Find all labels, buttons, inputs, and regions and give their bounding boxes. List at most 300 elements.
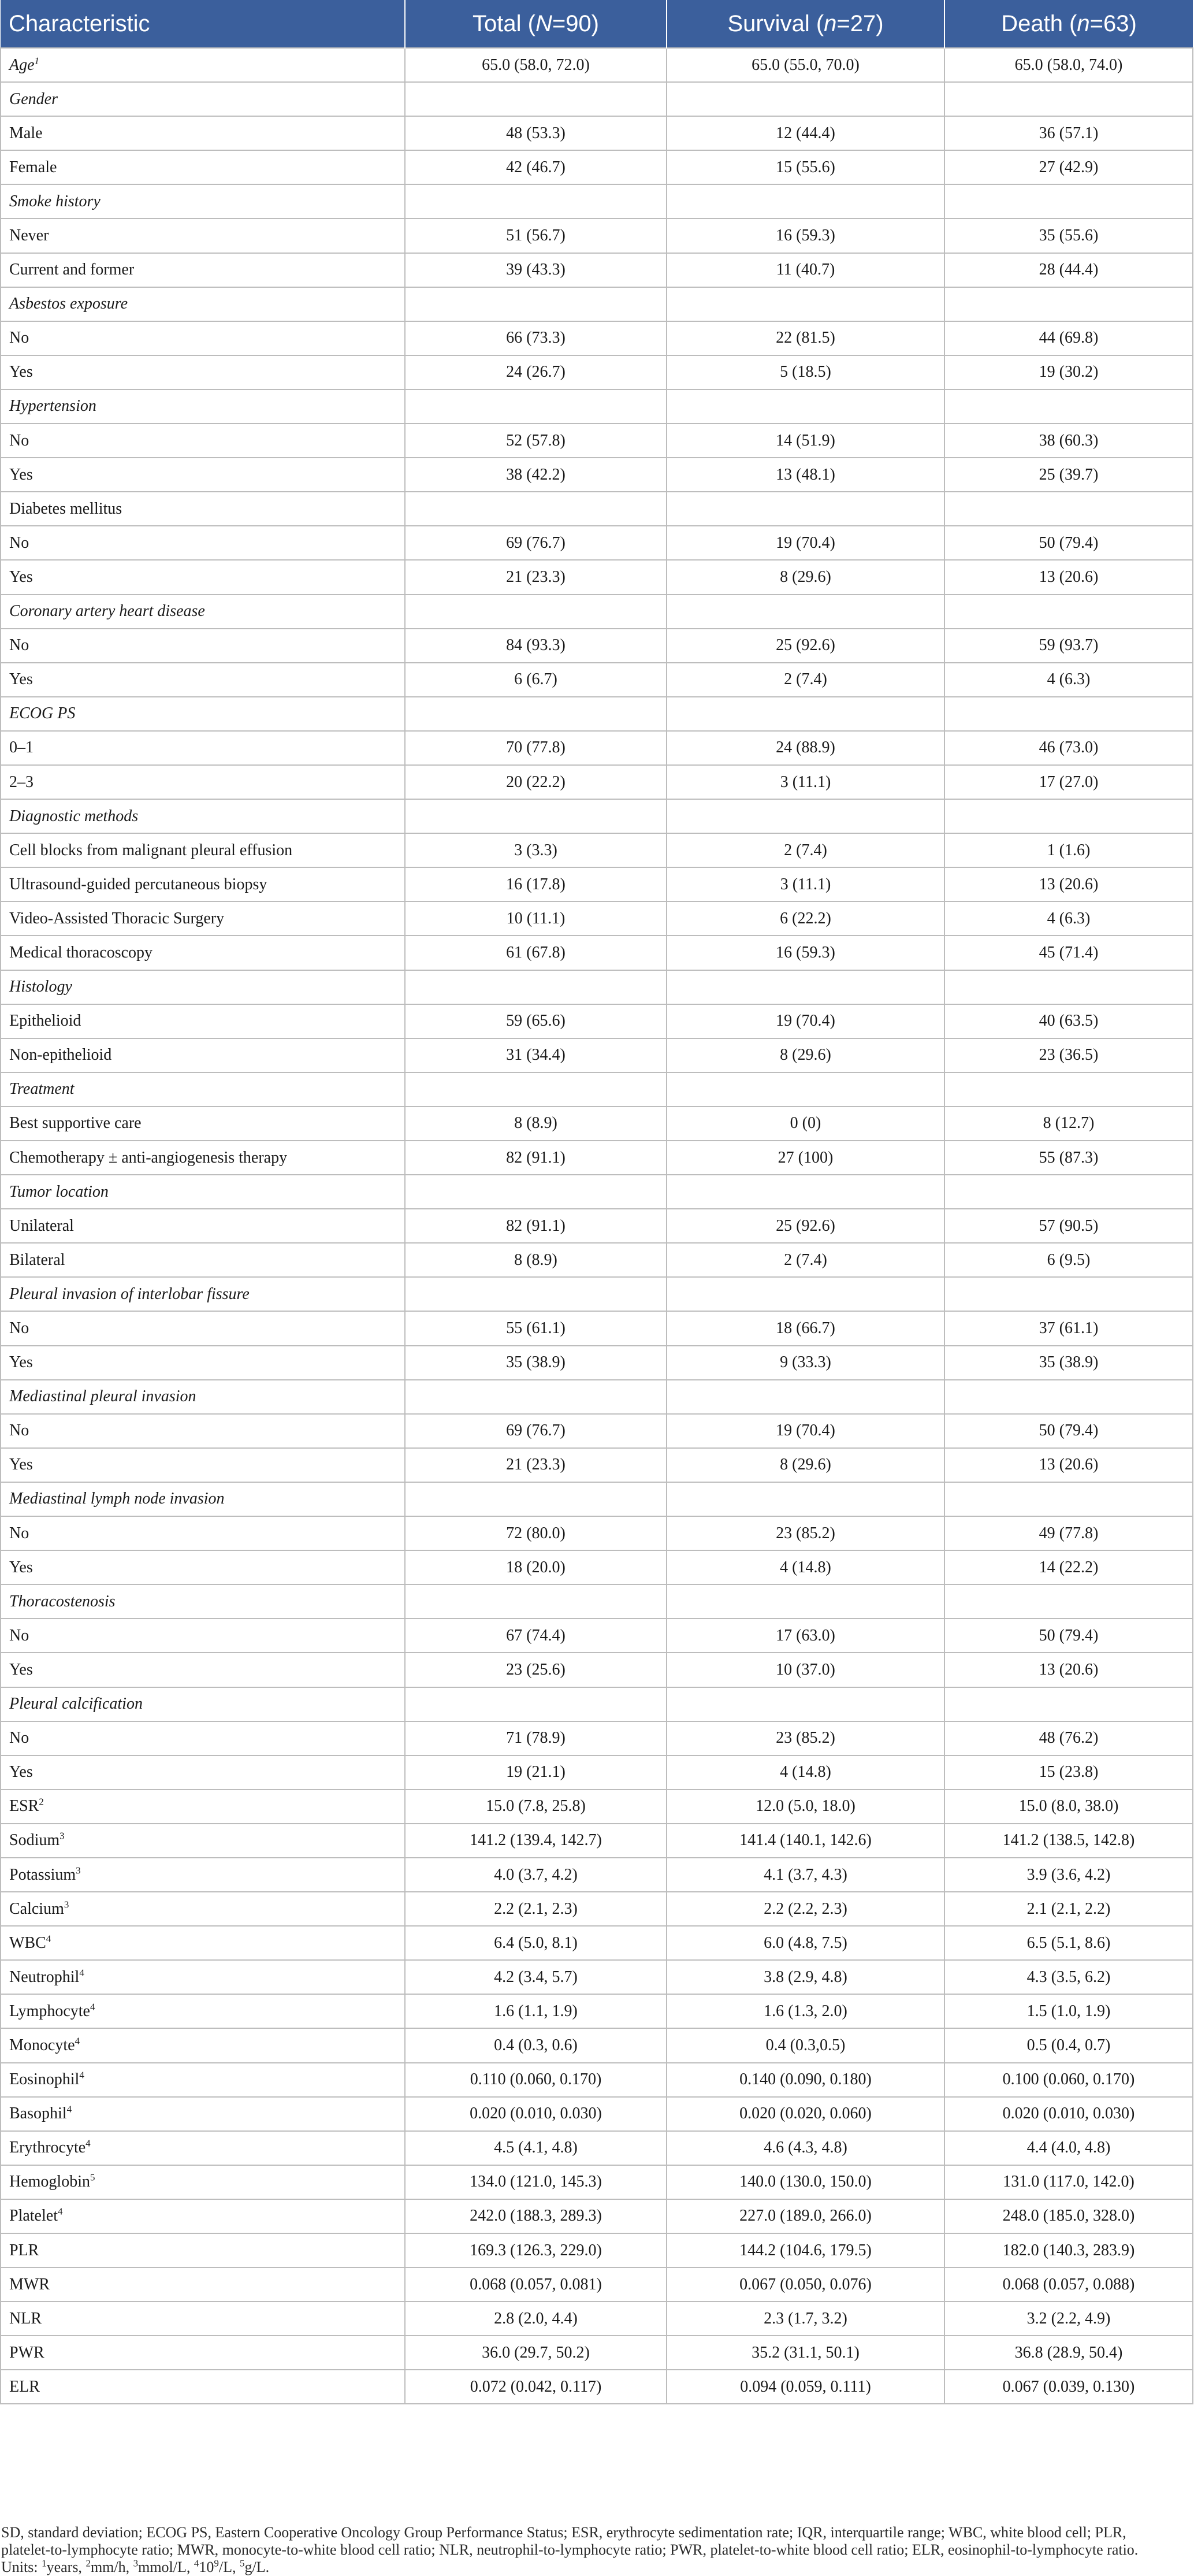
table-row: [1, 1038, 1193, 1072]
survival-cell: [667, 389, 944, 424]
death-cell: 248.0 (185.0, 328.0): [944, 2199, 1193, 2233]
header-total-label: Total (: [473, 10, 535, 36]
survival-cell: [667, 1687, 944, 1721]
total-cell: 72 (80.0): [405, 1516, 667, 1550]
survival-cell: 19 (70.4): [667, 1414, 944, 1448]
table-row: [1, 1209, 1193, 1243]
death-cell: 182.0 (140.3, 283.9): [944, 2233, 1193, 2267]
table-row: [1, 867, 1193, 901]
units-sup-4: 4: [194, 2558, 199, 2569]
death-cell: 4.4 (4.0, 4.8): [944, 2131, 1193, 2165]
header-survival-val: =27): [836, 10, 884, 36]
total-cell: [405, 389, 667, 424]
category-row: [1, 184, 1193, 218]
total-cell: 36.0 (29.7, 50.2): [405, 2336, 667, 2370]
death-cell: [944, 287, 1193, 321]
row-label-sup: 4: [66, 2103, 72, 2115]
category-row: [1, 389, 1193, 424]
death-cell: [944, 82, 1193, 116]
table-row: [1, 1858, 1193, 1892]
row-label: Diagnostic methods: [9, 807, 139, 825]
total-cell: 4.0 (3.7, 4.2): [405, 1858, 667, 1892]
death-cell: 8 (12.7): [944, 1107, 1193, 1141]
row-label-cell: [1, 1721, 405, 1755]
total-cell: 18 (20.0): [405, 1550, 667, 1584]
row-label: Yes: [9, 1763, 33, 1781]
total-cell: 0.110 (0.060, 0.170): [405, 2063, 667, 2097]
death-cell: 13 (20.6): [944, 1448, 1193, 1482]
death-cell: 50 (79.4): [944, 1619, 1193, 1653]
row-label-sup: 4: [85, 2137, 91, 2149]
survival-cell: 19 (70.4): [667, 526, 944, 560]
survival-cell: 19 (70.4): [667, 1004, 944, 1038]
table-row: [1, 1107, 1193, 1141]
row-label-cell: [1, 663, 405, 697]
row-label: Best supportive care: [9, 1114, 142, 1133]
total-cell: 1.6 (1.1, 1.9): [405, 1994, 667, 2028]
table-row: [1, 1755, 1193, 1790]
total-cell: 19 (21.1): [405, 1755, 667, 1790]
death-cell: 48 (76.2): [944, 1721, 1193, 1755]
header-survival-n: n: [824, 10, 837, 36]
category-label-cell: [1, 970, 405, 1004]
row-label: Medical thoracoscopy: [9, 943, 153, 962]
row-label: Pleural calcification: [9, 1695, 143, 1713]
total-cell: 134.0 (121.0, 145.3): [405, 2165, 667, 2199]
survival-cell: [667, 1072, 944, 1107]
total-cell: 23 (25.6): [405, 1653, 667, 1687]
units-3: mmol/L,: [138, 2559, 194, 2575]
total-cell: 4.5 (4.1, 4.8): [405, 2131, 667, 2165]
survival-cell: 14 (51.9): [667, 424, 944, 458]
total-cell: 0.068 (0.057, 0.081): [405, 2267, 667, 2302]
survival-cell: 9 (33.3): [667, 1346, 944, 1380]
death-cell: 17 (27.0): [944, 765, 1193, 799]
units-1: years,: [46, 2559, 86, 2575]
survival-cell: 23 (85.2): [667, 1516, 944, 1550]
total-cell: [405, 970, 667, 1004]
survival-cell: 144.2 (104.6, 179.5): [667, 2233, 944, 2267]
row-label-cell: [1, 1550, 405, 1584]
total-cell: 38 (42.2): [405, 458, 667, 492]
row-label: PLR: [9, 2241, 39, 2259]
table-row: [1, 629, 1193, 663]
death-cell: 14 (22.2): [944, 1550, 1193, 1584]
death-cell: 4 (6.3): [944, 901, 1193, 936]
death-cell: [944, 970, 1193, 1004]
survival-cell: [667, 492, 944, 526]
row-label-cell: [1, 1619, 405, 1653]
row-label-cell: [1, 629, 405, 663]
row-label-sup: 3: [64, 1899, 69, 1910]
death-cell: 57 (90.5): [944, 1209, 1193, 1243]
total-cell: 69 (76.7): [405, 1414, 667, 1448]
category-row: [1, 1175, 1193, 1209]
total-cell: 21 (23.3): [405, 1448, 667, 1482]
row-label-cell: [1, 355, 405, 389]
category-label-cell: [1, 389, 405, 424]
survival-cell: [667, 1482, 944, 1516]
death-cell: 0.020 (0.010, 0.030): [944, 2097, 1193, 2131]
survival-cell: 17 (63.0): [667, 1619, 944, 1653]
total-cell: 15.0 (7.8, 25.8): [405, 1790, 667, 1824]
row-label-cell: [1, 424, 405, 458]
death-cell: 13 (20.6): [944, 1653, 1193, 1687]
footnote-line-2: platelet-to-lymphocyte ratio; MWR, monocyte-to-white blood cell ratio; NLR, neutrophil-to-lymphocyte ratio; PWR, platelet-to-white blood cell ratio; ELR, eosinophil-to-lymphocyte ratio.: [1, 2541, 1139, 2558]
row-label: Eosinophil: [9, 2070, 80, 2089]
header-total-n: N: [535, 10, 552, 36]
row-label-cell: [1, 1414, 405, 1448]
row-label: No: [9, 1319, 29, 1338]
total-cell: 31 (34.4): [405, 1038, 667, 1072]
row-label: Sodium: [9, 1831, 60, 1850]
total-cell: 6 (6.7): [405, 663, 667, 697]
table-row: [1, 1550, 1193, 1584]
row-label: Non-epithelioid: [9, 1046, 112, 1064]
table-row: [1, 2370, 1193, 2404]
units-4: 10: [199, 2559, 214, 2575]
row-label: Diabetes mellitus: [9, 499, 122, 518]
survival-cell: 25 (92.6): [667, 1209, 944, 1243]
total-cell: 8 (8.9): [405, 1107, 667, 1141]
row-label: MWR: [9, 2275, 50, 2293]
death-cell: [944, 595, 1193, 629]
row-label-sup: 4: [75, 2035, 80, 2047]
death-cell: 49 (77.8): [944, 1516, 1193, 1550]
survival-cell: 0.140 (0.090, 0.180): [667, 2063, 944, 2097]
survival-cell: 2 (7.4): [667, 663, 944, 697]
header-row: [1, 0, 1193, 48]
row-label-cell: [1, 2267, 405, 2302]
row-label: Hemoglobin: [9, 2173, 90, 2191]
row-label-cell: [1, 150, 405, 184]
survival-cell: 24 (88.9): [667, 731, 944, 765]
row-label: Histology: [9, 978, 72, 996]
row-label-cell: [1, 2302, 405, 2336]
row-label-sup: 4: [90, 2001, 95, 2013]
table-row: [1, 2028, 1193, 2062]
death-cell: 37 (61.1): [944, 1311, 1193, 1345]
row-label: Potassium: [9, 1865, 76, 1884]
row-label: Yes: [9, 1558, 33, 1576]
death-cell: [944, 492, 1193, 526]
survival-cell: 16 (59.3): [667, 936, 944, 970]
row-label-cell: [1, 2097, 405, 2131]
survival-cell: 12 (44.4): [667, 116, 944, 150]
death-cell: 131.0 (117.0, 142.0): [944, 2165, 1193, 2199]
row-label-cell: [1, 1994, 405, 2028]
table-row: [1, 936, 1193, 970]
survival-cell: 2 (7.4): [667, 1243, 944, 1277]
table-row: [1, 1448, 1193, 1482]
total-cell: [405, 595, 667, 629]
death-cell: 4.3 (3.5, 6.2): [944, 1960, 1193, 1994]
category-label-cell: [1, 1687, 405, 1721]
row-label: No: [9, 1729, 29, 1747]
category-label-cell: [1, 697, 405, 731]
death-cell: 1.5 (1.0, 1.9): [944, 1994, 1193, 2028]
table-row: [1, 218, 1193, 253]
total-cell: [405, 1687, 667, 1721]
death-cell: 3.9 (3.6, 4.2): [944, 1858, 1193, 1892]
death-cell: 13 (20.6): [944, 560, 1193, 594]
row-label: No: [9, 1626, 29, 1645]
survival-cell: [667, 287, 944, 321]
row-label: Yes: [9, 465, 33, 484]
row-label: Gender: [9, 90, 58, 108]
survival-cell: 27 (100): [667, 1141, 944, 1175]
row-label-cell: [1, 2165, 405, 2199]
row-label: Mediastinal pleural invasion: [9, 1387, 196, 1406]
row-label: Treatment: [9, 1080, 75, 1098]
death-cell: 0.068 (0.057, 0.088): [944, 2267, 1193, 2302]
row-label-cell: [1, 1926, 405, 1960]
death-cell: [944, 184, 1193, 218]
row-label-cell: [1, 1892, 405, 1926]
table-row: [1, 663, 1193, 697]
row-label-cell: [1, 2233, 405, 2267]
total-cell: 242.0 (188.3, 289.3): [405, 2199, 667, 2233]
total-cell: 42 (46.7): [405, 150, 667, 184]
row-label-cell: [1, 1755, 405, 1790]
category-label-cell: [1, 1175, 405, 1209]
death-cell: 45 (71.4): [944, 936, 1193, 970]
death-cell: 44 (69.8): [944, 321, 1193, 355]
death-cell: 1 (1.6): [944, 833, 1193, 867]
table-row: [1, 2097, 1193, 2131]
units-exp-4: 9: [214, 2558, 219, 2569]
table-row: [1, 1004, 1193, 1038]
header-death-label: Death (: [1001, 10, 1077, 36]
death-cell: [944, 1175, 1193, 1209]
table-row: [1, 560, 1193, 594]
total-cell: 51 (56.7): [405, 218, 667, 253]
units-sup-1: 1: [42, 2558, 47, 2569]
table-footnote: [1, 2524, 1191, 2576]
table-row: [1, 2199, 1193, 2233]
total-cell: 16 (17.8): [405, 867, 667, 901]
death-cell: [944, 1584, 1193, 1619]
category-label-cell: [1, 595, 405, 629]
row-label: Male: [9, 124, 43, 142]
row-label-sup: 4: [57, 2206, 63, 2218]
death-cell: 46 (73.0): [944, 731, 1193, 765]
survival-cell: [667, 799, 944, 833]
table-row: [1, 321, 1193, 355]
row-label-cell: [1, 1790, 405, 1824]
row-label: Never: [9, 227, 49, 245]
row-label: Bilateral: [9, 1250, 65, 1269]
row-label-sup: 2: [39, 1796, 44, 1807]
survival-cell: 6 (22.2): [667, 901, 944, 936]
row-label-cell: [1, 1653, 405, 1687]
death-cell: [944, 1072, 1193, 1107]
survival-cell: 0.4 (0.3,0.5): [667, 2028, 944, 2062]
total-cell: 8 (8.9): [405, 1243, 667, 1277]
row-label: No: [9, 329, 29, 347]
total-cell: [405, 697, 667, 731]
row-label: Yes: [9, 567, 33, 586]
row-label: Yes: [9, 1353, 33, 1372]
total-cell: [405, 1584, 667, 1619]
death-cell: 15 (23.8): [944, 1755, 1193, 1790]
row-label: No: [9, 431, 29, 450]
total-cell: 69 (76.7): [405, 526, 667, 560]
total-cell: [405, 184, 667, 218]
row-label: Tumor location: [9, 1182, 109, 1201]
table-row: [1, 150, 1193, 184]
row-label-cell: [1, 253, 405, 287]
row-label: Monocyte: [9, 2036, 75, 2054]
category-label-cell: [1, 1380, 405, 1414]
survival-cell: 2.3 (1.7, 3.2): [667, 2302, 944, 2336]
total-cell: 0.072 (0.042, 0.117): [405, 2370, 667, 2404]
row-label: 2–3: [9, 773, 34, 791]
table-row: [1, 2302, 1193, 2336]
row-label: Lymphocyte: [9, 2002, 90, 2020]
row-label-cell: [1, 560, 405, 594]
row-label: NLR: [9, 2309, 42, 2328]
total-cell: 10 (11.1): [405, 901, 667, 936]
total-cell: [405, 1482, 667, 1516]
survival-cell: 10 (37.0): [667, 1653, 944, 1687]
survival-cell: 3 (11.1): [667, 867, 944, 901]
row-label: Basophil: [9, 2104, 67, 2123]
total-cell: [405, 287, 667, 321]
death-cell: 4 (6.3): [944, 663, 1193, 697]
survival-cell: 65.0 (55.0, 70.0): [667, 48, 944, 82]
total-cell: [405, 492, 667, 526]
table-row: [1, 48, 1193, 82]
row-label: No: [9, 636, 29, 655]
total-cell: 67 (74.4): [405, 1619, 667, 1653]
survival-cell: [667, 1380, 944, 1414]
header-characteristic: [1, 0, 405, 48]
death-cell: [944, 1482, 1193, 1516]
survival-cell: 3.8 (2.9, 4.8): [667, 1960, 944, 1994]
row-label-sup: 4: [79, 1967, 84, 1979]
category-label-cell: [1, 1277, 405, 1311]
survival-cell: 8 (29.6): [667, 560, 944, 594]
category-row: [1, 1584, 1193, 1619]
death-cell: [944, 1687, 1193, 1721]
units-2: mm/h,: [90, 2559, 133, 2575]
row-label: ELR: [9, 2377, 40, 2396]
survival-cell: 35.2 (31.1, 50.1): [667, 2336, 944, 2370]
survival-cell: 4.6 (4.3, 4.8): [667, 2131, 944, 2165]
death-cell: 36.8 (28.9, 50.4): [944, 2336, 1193, 2370]
category-row: [1, 1380, 1193, 1414]
survival-cell: 2.2 (2.2, 2.3): [667, 1892, 944, 1926]
table-row: [1, 355, 1193, 389]
table-row: [1, 116, 1193, 150]
survival-cell: [667, 1584, 944, 1619]
survival-cell: 141.4 (140.1, 142.6): [667, 1824, 944, 1858]
death-cell: [944, 697, 1193, 731]
category-row: [1, 82, 1193, 116]
table-row: [1, 1243, 1193, 1277]
table-row: [1, 2267, 1193, 2302]
footnote-line-1: SD, standard deviation; ECOG PS, Eastern Cooperative Oncology Group Performance Status; ESR, erythrocyte sedimentation rate; IQR, interquartile range; WBC, white blood cell; PLR,: [1, 2524, 1126, 2541]
total-cell: 71 (78.9): [405, 1721, 667, 1755]
units-4-tail: /L,: [218, 2559, 240, 2575]
death-cell: 0.067 (0.039, 0.130): [944, 2370, 1193, 2404]
table-row: [1, 2336, 1193, 2370]
total-cell: 169.3 (126.3, 229.0): [405, 2233, 667, 2267]
total-cell: 55 (61.1): [405, 1311, 667, 1345]
survival-cell: [667, 1175, 944, 1209]
row-label-cell: [1, 1311, 405, 1345]
row-label: Hypertension: [9, 397, 96, 415]
row-label-cell: [1, 1038, 405, 1072]
row-label: Thoracostenosis: [9, 1592, 116, 1610]
row-label-cell: [1, 2370, 405, 2404]
category-row: [1, 1072, 1193, 1107]
death-cell: 50 (79.4): [944, 526, 1193, 560]
table-row: [1, 1790, 1193, 1824]
death-cell: [944, 389, 1193, 424]
table-row: [1, 2131, 1193, 2165]
category-row: [1, 595, 1193, 629]
survival-cell: [667, 697, 944, 731]
units-sup-5: 5: [240, 2558, 245, 2569]
death-cell: [944, 1277, 1193, 1311]
table-row: [1, 1994, 1193, 2028]
row-label-cell: [1, 1107, 405, 1141]
death-cell: 50 (79.4): [944, 1414, 1193, 1448]
row-label-cell: [1, 2199, 405, 2233]
header-death-n: n: [1077, 10, 1090, 36]
death-cell: 35 (38.9): [944, 1346, 1193, 1380]
row-label: PWR: [9, 2343, 44, 2362]
category-row: [1, 1687, 1193, 1721]
category-label-cell: [1, 492, 405, 526]
row-label: Ultrasound-guided percutaneous biopsy: [9, 875, 267, 893]
row-label-cell: [1, 526, 405, 560]
total-cell: 84 (93.3): [405, 629, 667, 663]
table-row: [1, 2063, 1193, 2097]
row-label: Yes: [9, 670, 33, 689]
survival-cell: 140.0 (130.0, 150.0): [667, 2165, 944, 2199]
header-characteristic-text: Characteristic: [9, 10, 150, 36]
row-label: Asbestos exposure: [9, 295, 128, 313]
table-row: [1, 1311, 1193, 1345]
death-cell: 23 (36.5): [944, 1038, 1193, 1072]
row-label-sup: 3: [76, 1865, 81, 1876]
table-row: [1, 1926, 1193, 1960]
row-label: 0–1: [9, 738, 34, 757]
survival-cell: 6.0 (4.8, 7.5): [667, 1926, 944, 1960]
row-label-cell: [1, 2063, 405, 2097]
total-cell: 82 (91.1): [405, 1141, 667, 1175]
row-label-sup: 4: [79, 2069, 84, 2081]
row-label-cell: [1, 1209, 405, 1243]
row-label: Smoke history: [9, 192, 101, 210]
total-cell: 21 (23.3): [405, 560, 667, 594]
row-label-cell: [1, 2028, 405, 2062]
survival-cell: 23 (85.2): [667, 1721, 944, 1755]
header-total-val: =90): [552, 10, 599, 36]
survival-cell: 4 (14.8): [667, 1550, 944, 1584]
category-row: [1, 799, 1193, 833]
row-label: Coronary artery heart disease: [9, 602, 205, 621]
row-label: Neutrophil: [9, 1968, 80, 1986]
row-label: ECOG PS: [9, 704, 76, 723]
total-cell: [405, 1380, 667, 1414]
total-cell: 59 (65.6): [405, 1004, 667, 1038]
row-label-cell: [1, 1243, 405, 1277]
death-cell: 65.0 (58.0, 74.0): [944, 48, 1193, 82]
